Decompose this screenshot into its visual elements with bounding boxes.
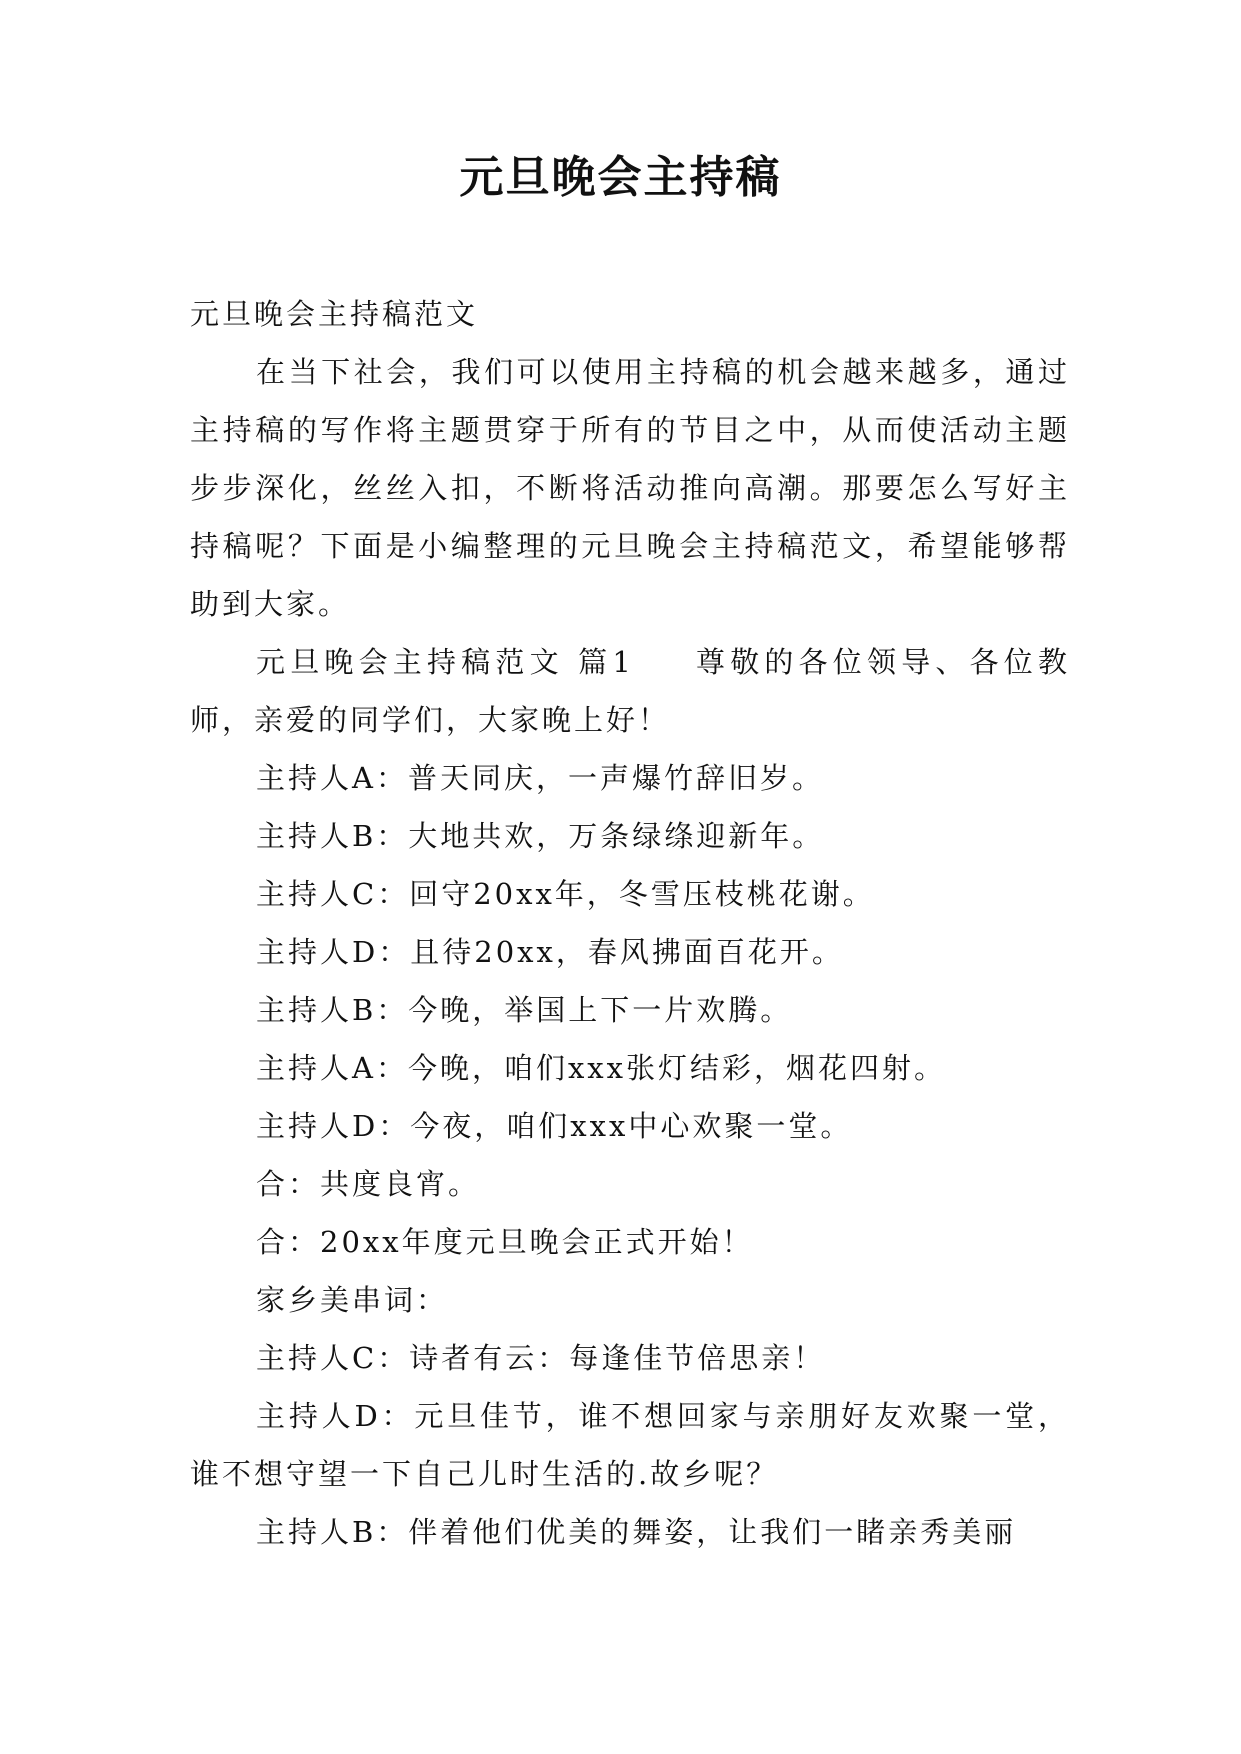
- script-line: 主持人D：元旦佳节，谁不想回家与亲朋好友欢聚一堂，谁不想守望一下自己儿时生活的.故乡呢？: [190, 1399, 1070, 1491]
- greeting-paragraph: [190, 633, 1070, 749]
- section-heading: 元旦晚会主持稿范文 篇1: [256, 645, 634, 679]
- script-line: 主持人D：且待20xx，春风拂面百花开。: [256, 935, 844, 969]
- script-line: 主持人C：诗者有云：每逢佳节倍思亲！: [256, 1341, 826, 1375]
- script-line: 主持人A：今晚，咱们xxx张灯结彩，烟花四射。: [256, 1051, 947, 1085]
- script-line: 主持人C：回守20xx年，冬雪压枝桃花谢。: [256, 877, 875, 911]
- script-line: 主持人B：伴着他们优美的舞姿，让我们一睹亲秀美丽: [256, 1515, 1017, 1549]
- script-line: 合：20xx年度元旦晚会正式开始！: [256, 1225, 754, 1259]
- document-body: [190, 285, 1070, 1561]
- document-title: 元旦晚会主持稿: [459, 152, 782, 203]
- script-line: 主持人B：大地共欢，万条绿绦迎新年。: [256, 819, 825, 853]
- subtitle-paragraph: 元旦晚会主持稿范文: [190, 297, 479, 331]
- script-line: 主持人B：今晚，举国上下一片欢腾。: [256, 993, 793, 1027]
- script-line: 合：共度良宵。: [256, 1167, 481, 1201]
- script-line: 主持人A：普天同庆，一声爆竹辞旧岁。: [256, 761, 824, 795]
- script-line: 家乡美串词：: [256, 1283, 449, 1317]
- intro-paragraph: 在当下社会，我们可以使用主持稿的机会越来越多，通过主持稿的写作将主题贯穿于所有的节目之中，从而使活动主题步步深化，丝丝入扣，不断将活动推向高潮。那要怎么写好主持稿呢？下面是小编整理的元旦晚会主持稿范文，希望能够帮助到大家。: [190, 355, 1070, 621]
- greeting-text: 尊敬的各位领导、各位教师，亲爱的同学们，大家晚上好！: [190, 645, 1070, 737]
- script-line: 主持人D：今夜，咱们xxx中心欢聚一堂。: [256, 1109, 853, 1143]
